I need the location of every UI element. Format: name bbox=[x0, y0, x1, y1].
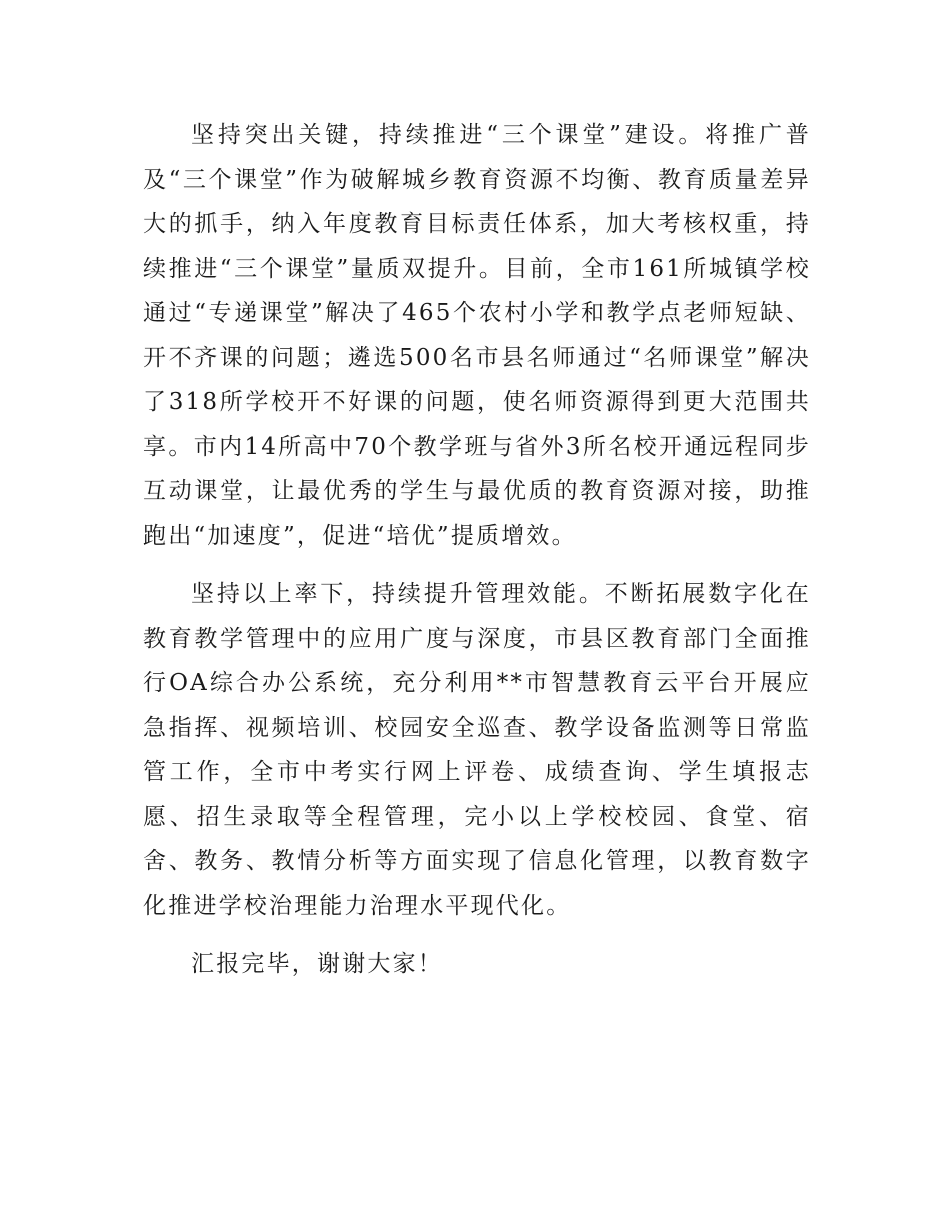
paragraph-three-classrooms: 坚持突出关键，持续推进“三个课堂”建设。将推广普及“三个课堂”作为破解城乡教育资源不均衡、教育质量差异大的抓手，纳入年度教育目标责任体系，加大考核权重，持续推进“三个课堂”量质双提升。目前，全市161所城镇学校通过“专递课堂”解决了465个农村小学和教学点老师短缺、开不齐课的问题；遴选500名市县名师通过“名师课堂”解决了318所学校开不好课的问题，使名师资源得到更大范围共享。市内14所高中70个教学班与省外3所名校开通远程同步互动课堂，让最优秀的学生与最优质的教育资源对接，助推跑出“加速度”，促进“培优”提质增效。 bbox=[143, 122, 811, 549]
paragraph-management-efficiency: 坚持以上率下，持续提升管理效能。不断拓展数字化在教育教学管理中的应用广度与深度，市县区教育部门全面推行OA综合办公系统，充分利用**市智慧教育云平台开展应急指挥、视频培训、校园安全巡查、教学设备监测等日常监管工作，全市中考实行网上评卷、成绩查询、学生填报志愿、招生录取等全程管理，完小以上学校校园、食堂、宿舍、教务、教情分析等方面实现了信息化管理，以教育数字化推进学校治理能力治理水平现代化。 bbox=[143, 581, 811, 919]
document-body bbox=[143, 113, 811, 1001]
paragraph-closing-remarks: 汇报完毕，谢谢大家！ bbox=[191, 951, 443, 977]
